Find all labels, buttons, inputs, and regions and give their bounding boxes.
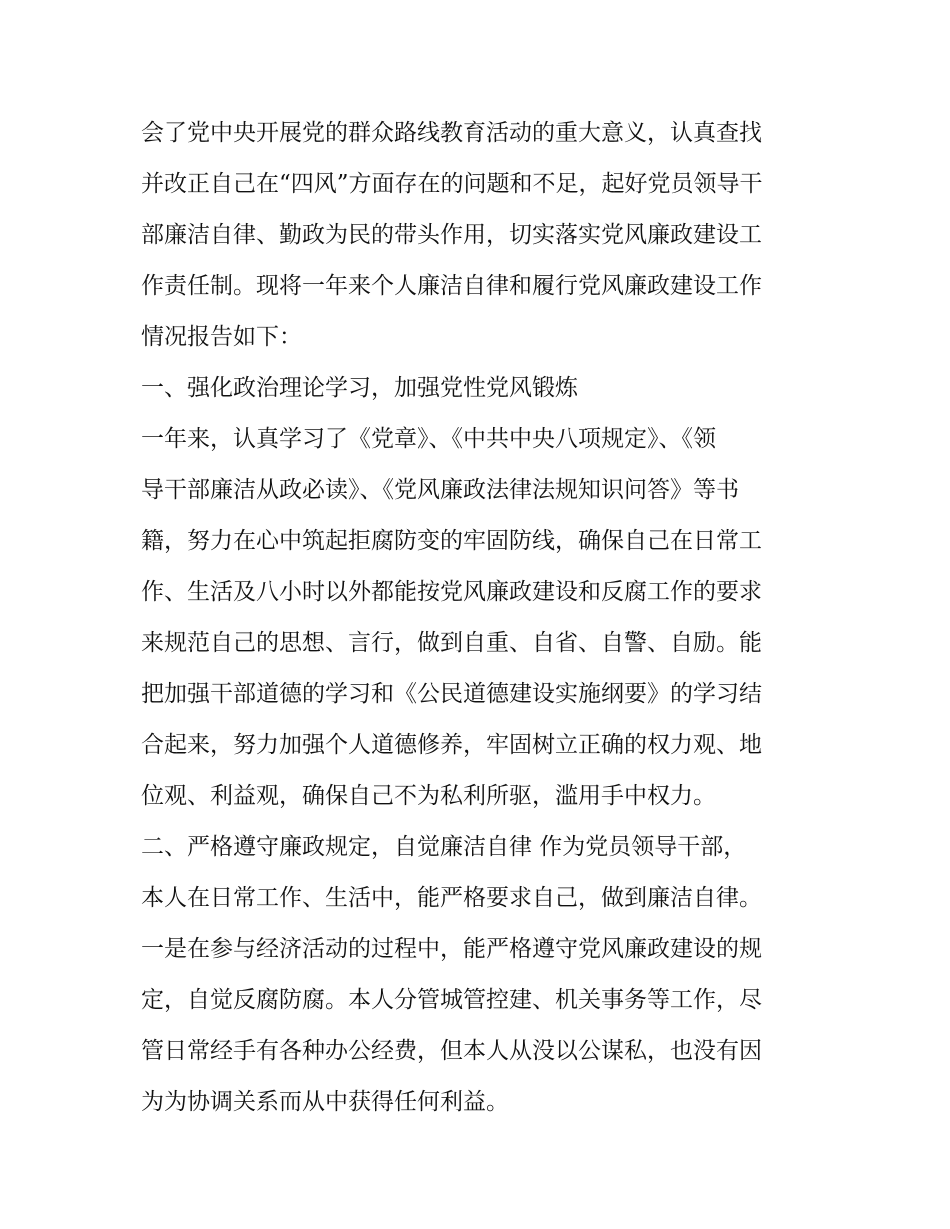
text-line: 定，自觉反腐防腐。本人分管城管控建、机关事务等工作，尽: [141, 987, 762, 1013]
text-line: 管日常经手有各种办公经费，但本人从没以公谋私，也没有因: [141, 1038, 762, 1064]
text-line: 作、生活及八小时以外都能按党风廉政建设和反腐工作的要求: [141, 579, 762, 605]
text-line: 一年来，认真学习了《党章》、《中共中央八项规定》、《领: [141, 426, 716, 452]
text-line: 本人在日常工作、生活中，能严格要求自己，做到廉洁自律。: [141, 885, 762, 911]
text-line: 籍，努力在心中筑起拒腐防变的牢固防线，确保自己在日常工: [141, 528, 762, 554]
text-line: 来规范自己的思想、言行，做到自重、自省、自警、自励。能: [141, 630, 762, 656]
section-heading-1: 一、强化政治理论学习，加强党性党风锻炼: [141, 375, 578, 401]
section-heading-2: 二、严格遵守廉政规定，自觉廉洁自律 作为党员领导干部，: [141, 834, 747, 860]
text-line: 会了党中央开展党的群众路线教育活动的重大意义，认真查找: [141, 120, 762, 146]
text-line: 导干部廉洁从政必读》、《党风廉政法律法规知识问答》等书: [141, 477, 739, 503]
text-line: 部廉洁自律、勤政为民的带头作用，切实落实党风廉政建设工: [141, 222, 762, 248]
document-body: [141, 108, 821, 1128]
text-line: 为为协调关系而从中获得任何利益。: [141, 1089, 509, 1115]
text-line: 情况报告如下：: [141, 324, 302, 350]
text-line: 作责任制。现将一年来个人廉洁自律和履行党风廉政建设工作: [141, 273, 762, 299]
text-line: 一是在参与经济活动的过程中，能严格遵守党风廉政建设的规: [141, 936, 762, 962]
text-line: 位观、利益观，确保自己不为私利所驱，滥用手中权力。: [141, 783, 716, 809]
text-line: 并改正自己在“四风”方面存在的问题和不足，起好党员领导干: [141, 171, 763, 197]
text-line: 合起来，努力加强个人道德修养，牢固树立正确的权力观、地: [141, 732, 762, 758]
text-line: 把加强干部道德的学习和《公民道德建设实施纲要》的学习结: [141, 681, 762, 707]
